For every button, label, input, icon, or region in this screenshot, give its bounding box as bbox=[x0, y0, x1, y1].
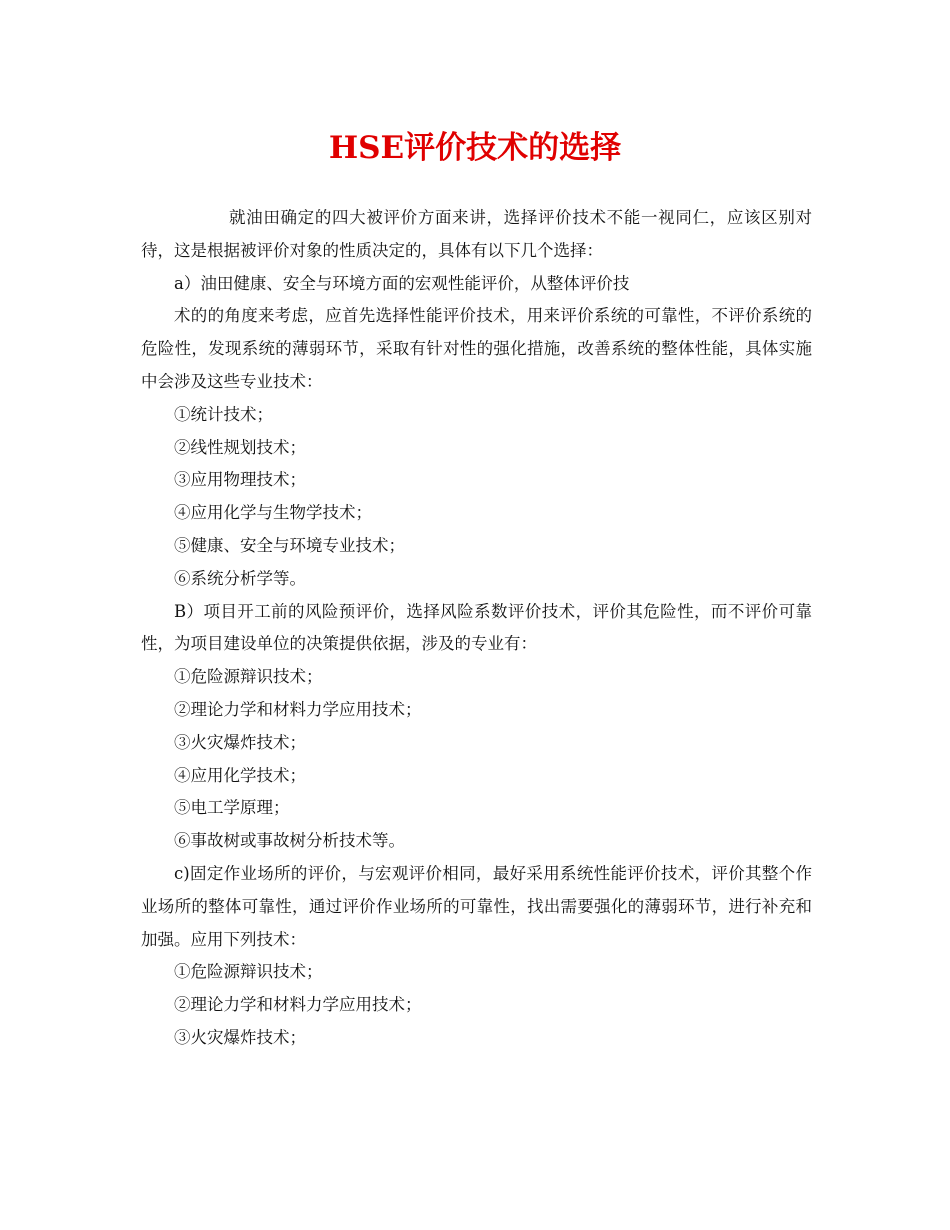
list-item: ①危险源辩识技术； bbox=[174, 667, 323, 687]
list-item: ④应用化学技术； bbox=[174, 765, 306, 785]
list-item: ⑤健康、安全与环境专业技术； bbox=[174, 535, 405, 555]
document-body bbox=[141, 202, 812, 1055]
list-item: ⑥事故树或事故树分析技术等。 bbox=[174, 831, 405, 851]
list-item: ①统计技术； bbox=[174, 404, 273, 424]
list-item: ④应用化学与生物学技术； bbox=[174, 503, 372, 523]
list-item: ②线性规划技术； bbox=[174, 437, 306, 457]
list-item: ②理论力学和材料力学应用技术； bbox=[174, 699, 422, 719]
paragraph: c)固定作业场所的评价，与宏观评价相同，最好采用系统性能评价技术，评价其整个作业场所的整体可靠性，通过评价作业场所的可靠性，找出需要强化的薄弱环节，进行补充和加强。应用下列技术： bbox=[141, 863, 812, 949]
list-item: ⑤电工学原理； bbox=[174, 798, 290, 818]
paragraph: B）项目开工前的风险预评价，选择风险系数评价技术，评价其危险性，而不评价可靠性，为项目建设单位的决策提供依据，涉及的专业有： bbox=[141, 601, 812, 654]
page-title: HSE评价技术的选择 bbox=[328, 130, 622, 166]
paragraph: 术的的角度来考虑，应首先选择性能评价技术，用来评价系统的可靠性，不评价系统的危险性，发现系统的薄弱环节，采取有针对性的强化措施，改善系统的整体性能，具体实施中会涉及这些专业技术： bbox=[141, 306, 812, 391]
paragraph: a）油田健康、安全与环境方面的宏观性能评价，从整体评价技 bbox=[174, 273, 630, 293]
list-item: ①危险源辩识技术； bbox=[174, 962, 323, 982]
list-item: ③火灾爆炸技术； bbox=[174, 732, 306, 752]
list-item: ③火灾爆炸技术； bbox=[174, 1027, 306, 1047]
paragraph: 就油田确定的四大被评价方面来讲，选择评价技术不能一视同仁，应该区别对待，这是根据被评价对象的性质决定的，具体有以下几个选择： bbox=[141, 208, 812, 260]
list-item: ③应用物理技术； bbox=[174, 470, 306, 490]
list-item: ②理论力学和材料力学应用技术； bbox=[174, 995, 422, 1015]
list-item: ⑥系统分析学等。 bbox=[174, 568, 306, 588]
